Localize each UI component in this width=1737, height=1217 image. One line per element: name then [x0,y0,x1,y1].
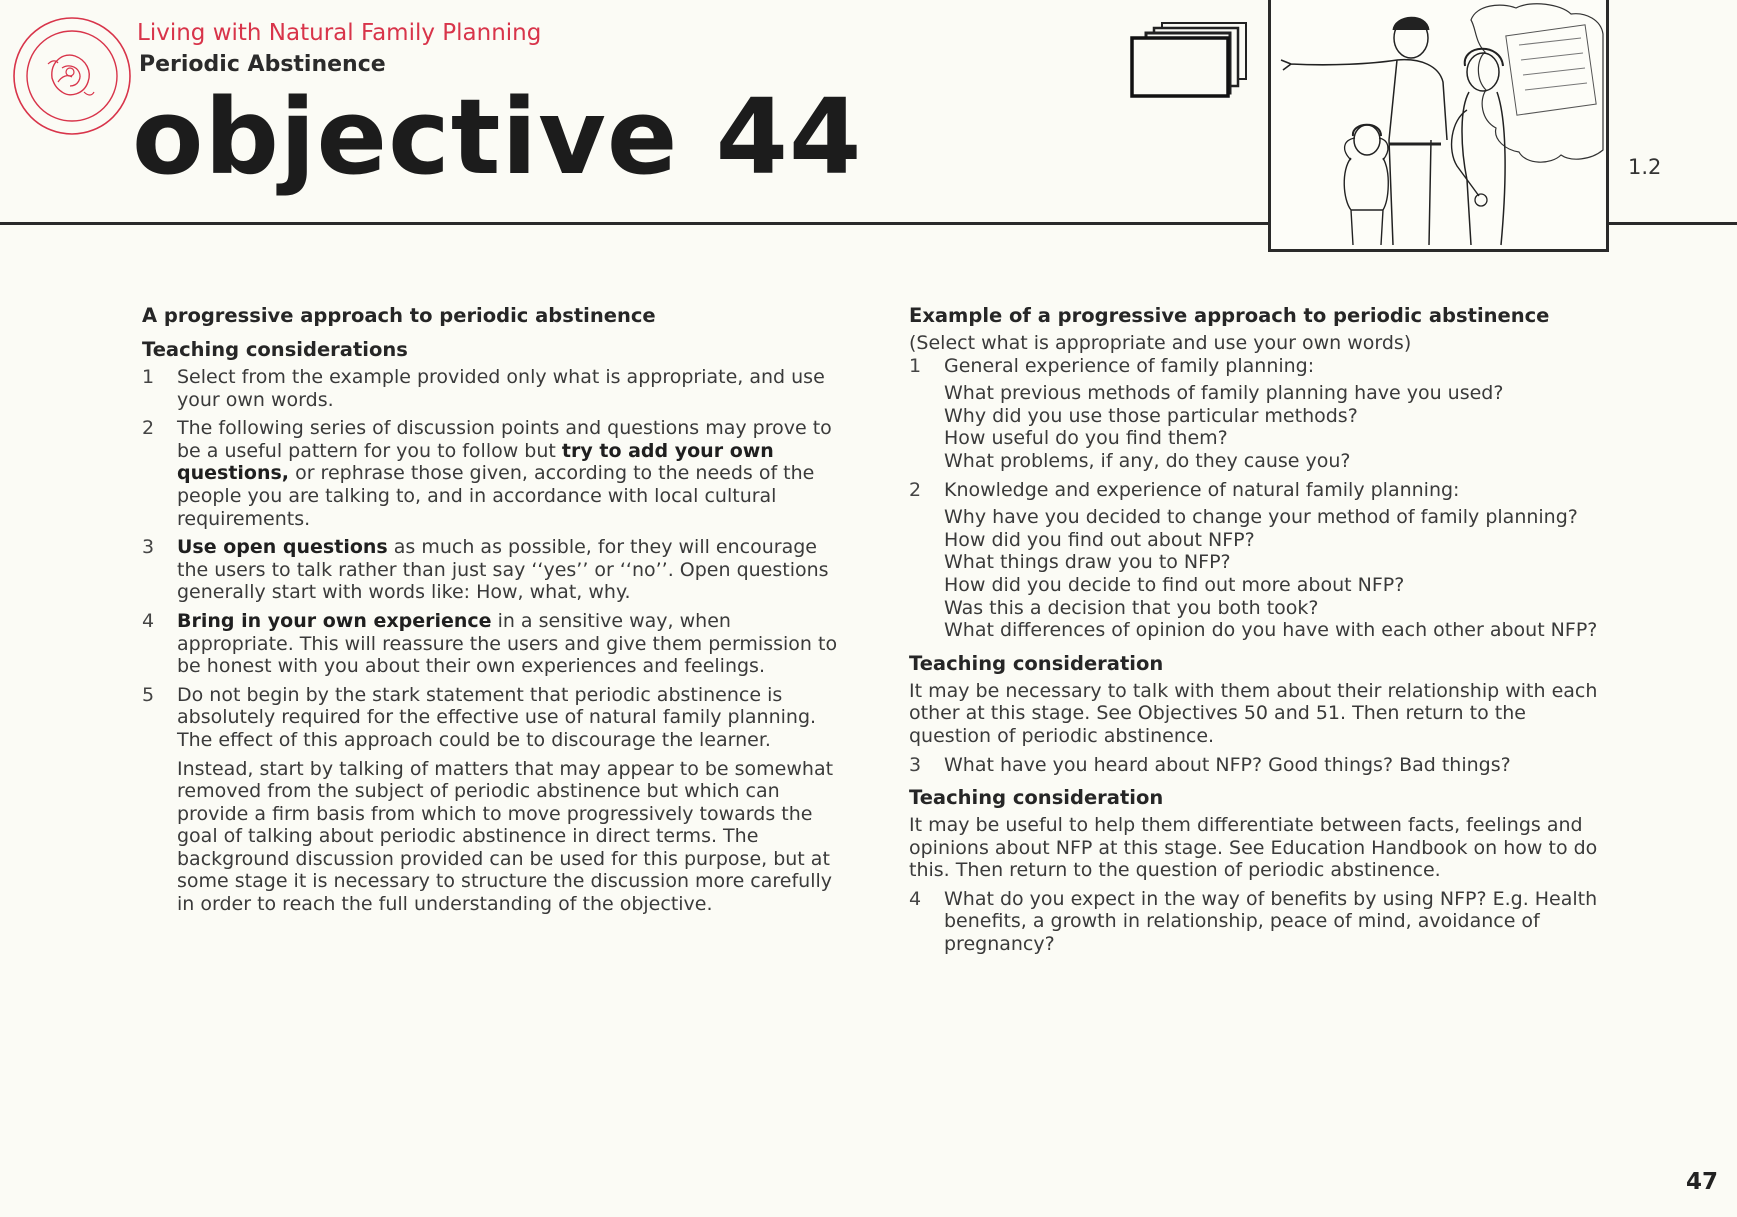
list-item [142,366,842,411]
question: Why have you decided to change your method of family planning? [944,506,1578,529]
list-item [909,355,1609,473]
item-number: 2 [909,478,922,501]
item-number: 3 [909,753,922,776]
page-number: 47 [1686,1169,1719,1195]
list-item [142,684,842,916]
question: What problems, if any, do they cause you? [944,449,1351,472]
question: How did you decide to find out more about NFP? [944,573,1405,596]
list-item [142,536,842,604]
list-item [142,610,842,678]
fertility-emblem-logo [12,16,132,136]
question: How did you find out about NFP? [944,528,1255,551]
question: Why did you use those particular methods? [944,404,1358,427]
item-text: What have you heard about NFP? Good things? Bad things? [944,753,1511,776]
module-subtitle: Periodic Abstinence [139,52,386,77]
teaching-consideration-heading: Teaching consideration [909,786,1164,810]
teaching-consideration-heading: Teaching consideration [909,651,1164,675]
emphasis: Use open questions [177,536,388,559]
item-label: General experience of family planning: [944,354,1315,377]
family-illustration [1268,0,1609,252]
teaching-consideration-text: It may be useful to help them differentiate between facts, feelings and opinions about NFP at this stage. See Education Handbook on how to do this. Then return to the question of periodic abstinence. [909,814,1598,882]
right-heading: Example of a progressive approach to periodic abstinence [909,304,1550,327]
item-number: 5 [142,683,155,706]
right-column [909,304,1609,962]
item-text: Select from the example provided only what is appropriate, and use your own words. [177,366,825,411]
question: What things draw you to NFP? [944,551,1231,574]
question: What previous methods of family planning have you used? [944,382,1504,405]
item-number: 3 [142,536,155,559]
section-code: 1.2 [1628,155,1662,179]
teaching-consideration-text: It may be necessary to talk with them about their relationship with each other at this stage. See Objectives 50 and 51. Then return to the question of periodic abstinence. [909,679,1598,747]
item-text: What do you expect in the way of benefits by using NFP? E.g. Health benefits, a growth in relationship, peace of mind, avoidance of pregnancy? [944,887,1598,956]
teaching-considerations-heading: Teaching considerations [142,338,408,361]
page-title: objective 44 [132,76,863,198]
list-item [142,417,842,530]
item-label: Knowledge and experience of natural family planning: [944,478,1460,501]
question-list [944,506,1609,642]
question-list [944,382,1609,472]
item-number: 4 [142,609,155,632]
left-column [142,304,842,922]
stacked-cards-icon [1130,20,1250,98]
header-rule-right [1605,222,1737,225]
question: How useful do you find them? [944,427,1228,450]
item-text: Use open questions as much as possible, for they will encourage the users to talk rather than just say ‘‘yes’’ or ‘‘no’’. Open questions generally start with words like: How, what, why. [177,536,829,604]
question: What differences of opinion do you have with each other about NFP? [944,619,1598,642]
item-number: 1 [909,354,922,377]
list-item [909,479,1609,642]
item-number: 2 [142,417,155,440]
question: Was this a decision that you both took? [944,596,1319,619]
header-rule-left [0,222,1268,225]
right-intro: (Select what is appropriate and use your own words) [909,332,1412,354]
item-text: The following series of discussion points and questions may prove to be a useful pattern for you to follow but try to add your own questions, or rephrase those given, according to the needs of the people you are talking to, and in accordance with local cultural requirements. [177,417,832,530]
item-text-continued: Instead, start by talking of matters that may appear to be somewhat removed from the subject of periodic abstinence but which can provide a firm basis from which to move progressively towards the goal of talking about periodic abstinence in direct terms. The background discussion provided can be used for this purpose, but at some stage it is necessary to structure the discussion more carefully in order to reach the full understanding of the objective. [177,757,834,916]
left-heading: A progressive approach to periodic abstinence [142,304,656,327]
item-number: 1 [142,366,155,388]
emphasis: Bring in your own experience [177,609,492,632]
item-number: 4 [909,887,922,910]
emphasis: try to add your own questions, [177,439,774,485]
item-text: Do not begin by the stark statement that periodic abstinence is absolutely required for the effective use of natural family planning. The effect of this approach could be to discourage the learner. [177,683,817,751]
series-title: Living with Natural Family Planning [137,20,542,46]
item-text: Bring in your own experience in a sensitive way, when appropriate. This will reassure the users and give them permission to be honest with you about their own experiences and feelings. [177,609,838,678]
list-item [909,754,1609,777]
list-item [909,888,1609,956]
